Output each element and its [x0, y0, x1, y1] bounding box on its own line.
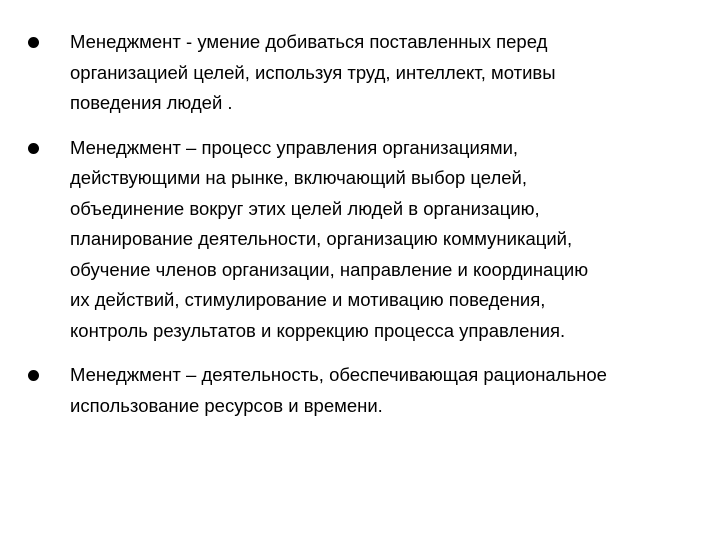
text-line: Менеджмент – процесс управления организациями, [70, 136, 519, 158]
text-line: контроль результатов и коррекцию процесса управления. [70, 319, 566, 341]
bullet-item-2 [28, 133, 688, 347]
text-line: планирование деятельности, организацию коммуникаций, [70, 228, 573, 249]
bullet-icon [28, 37, 39, 48]
text-line: обучение членов организации, направление и координацию [70, 258, 589, 280]
text-line: их действий, стимулирование и мотивацию поведения, [70, 289, 546, 310]
bullet-list [28, 27, 688, 435]
bullet-icon [28, 143, 39, 154]
text-line: поведения людей . [70, 92, 233, 113]
text-line: действующими на рынке, включающий выбор целей, [70, 167, 528, 188]
bullet-text [70, 27, 688, 119]
bullet-icon [28, 370, 39, 381]
bullet-item-1 [28, 27, 688, 119]
text-line: использование ресурсов и времени. [70, 394, 383, 416]
text-line: организацией целей, используя труд, интеллект, мотивы [70, 61, 556, 83]
text-line: объединение вокруг этих целей людей в организацию, [70, 197, 540, 219]
bullet-text [70, 360, 688, 421]
bullet-item-3 [28, 360, 688, 421]
text-line: Менеджмент - умение добиваться поставленных перед [70, 31, 548, 52]
text-line: Менеджмент – деятельность, обеспечивающая рациональное [70, 364, 607, 385]
bullet-text [70, 133, 688, 347]
